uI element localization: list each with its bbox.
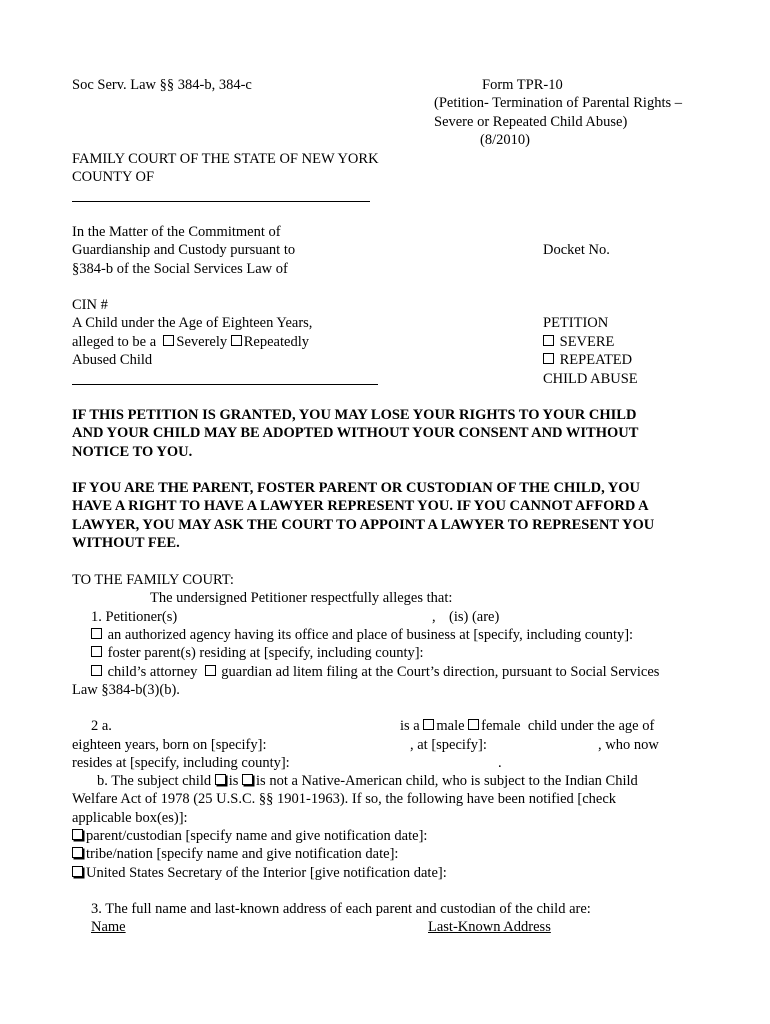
warning-1-line-1: IF THIS PETITION IS GRANTED, YOU MAY LOSE YOUR RIGHTS TO YOUR CHILD <box>72 407 637 423</box>
petition-title: PETITION <box>543 315 609 331</box>
notified-tribe-option <box>72 845 398 863</box>
foster-parent-label: foster parent(s) residing at [specify, including county]: <box>107 645 424 661</box>
notified-secretary-option <box>72 864 447 882</box>
county-field-line[interactable] <box>72 201 370 202</box>
is-not-label: is not a Native-American child, who is subject to the Indian Child <box>256 773 638 789</box>
petitioner-label: 1. Petitioner(s) <box>91 609 178 625</box>
notified-parent-option <box>72 827 427 845</box>
child-abuse-label: CHILD ABUSE <box>543 371 638 387</box>
cin-label: CIN # <box>72 297 108 313</box>
petitioner-option-attorney <box>91 663 659 681</box>
repeatedly-checkbox[interactable] <box>231 335 242 346</box>
severe-checkbox[interactable] <box>543 335 554 346</box>
tribe-nation-label: tribe/nation [specify name and give notification date]: <box>86 846 399 862</box>
form-date: (8/2010) <box>480 132 530 148</box>
is-checkbox[interactable] <box>215 774 226 785</box>
is-a-label: is a <box>400 718 420 734</box>
law-citation-line: Law §384-b(3)(b). <box>72 682 180 698</box>
severe-label: SEVERE <box>559 334 615 350</box>
applicable-boxes-line: applicable box(es)]: <box>72 810 188 826</box>
address-column-header: Last-Known Address <box>428 919 551 935</box>
childs-attorney-label: child’s attorney <box>107 664 198 680</box>
agency-checkbox[interactable] <box>91 628 102 639</box>
alleged-line <box>72 333 309 351</box>
female-checkbox[interactable] <box>468 719 479 730</box>
petitioner-option-foster <box>91 644 424 662</box>
repeated-label: REPEATED <box>559 352 633 368</box>
parent-custodian-label: parent/custodian [specify name and give notification date]: <box>86 828 428 844</box>
abused-child-label: Abused Child <box>72 352 153 368</box>
foster-parent-checkbox[interactable] <box>91 646 102 657</box>
matter-line-3: §384-b of the Social Services Law of <box>72 261 288 277</box>
matter-line-1: In the Matter of the Commitment of <box>72 224 281 240</box>
warning-2-line-3: LAWYER, YOU MAY ASK THE COURT TO APPOINT A LAWYER TO REPRESENT YOU <box>72 517 655 533</box>
is-not-checkbox[interactable] <box>242 774 253 785</box>
female-label: female <box>481 718 521 734</box>
resides-at-label: resides at [specify, including county]: <box>72 755 290 771</box>
male-label: male <box>436 718 465 734</box>
parent-custodian-checkbox[interactable] <box>72 829 83 840</box>
severely-label: Severely <box>176 334 228 350</box>
alleged-label: alleged to be a <box>72 334 157 350</box>
repeated-option <box>543 351 632 369</box>
caption-bottom-line <box>72 384 378 385</box>
severe-option <box>543 333 614 351</box>
form-id: Form TPR-10 <box>482 77 563 93</box>
warning-1-line-2: AND YOUR CHILD MAY BE ADOPTED WITHOUT YOUR CONSENT AND WITHOUT <box>72 425 639 441</box>
resides-period: . <box>498 755 502 771</box>
alleges-line: The undersigned Petitioner respectfully alleges that: <box>150 590 453 606</box>
repeated-checkbox[interactable] <box>543 353 554 364</box>
to-court-heading: TO THE FAMILY COURT: <box>72 572 234 588</box>
child-age-line: A Child under the Age of Eighteen Years, <box>72 315 313 331</box>
county-label: COUNTY OF <box>72 169 155 185</box>
repeatedly-label: Repeatedly <box>243 334 309 350</box>
docket-label: Docket No. <box>543 242 610 258</box>
tribe-nation-checkbox[interactable] <box>72 847 83 858</box>
warning-1-line-3: NOTICE TO YOU. <box>72 444 193 460</box>
under-age-label: child under the age of <box>527 718 655 734</box>
gender-line <box>400 717 654 735</box>
icwa-line: Welfare Act of 1978 (25 U.S.C. §§ 1901-1963). If so, the following have been notified [check <box>72 791 617 807</box>
form-description-line-1: (Petition- Termination of Parental Rights – <box>434 95 683 111</box>
severely-checkbox[interactable] <box>163 335 174 346</box>
subject-child-label: b. The subject child <box>97 773 212 789</box>
is-are-label: (is) (are) <box>449 609 500 625</box>
warning-2-line-4: WITHOUT FEE. <box>72 535 180 551</box>
childs-attorney-checkbox[interactable] <box>91 665 102 676</box>
para-2a-label: 2 a. <box>91 718 112 734</box>
guardian-ad-litem-checkbox[interactable] <box>205 665 216 676</box>
petitioner-comma: , <box>432 609 436 625</box>
born-on-label: eighteen years, born on [specify]: <box>72 737 267 753</box>
warning-2-line-1: IF YOU ARE THE PARENT, FOSTER PARENT OR CUSTODIAN OF THE CHILD, YOU <box>72 480 640 496</box>
born-at-label: , at [specify]: <box>410 737 487 753</box>
guardian-ad-litem-label: guardian ad litem filing at the Court’s direction, pursuant to Social Services <box>221 664 660 680</box>
male-checkbox[interactable] <box>423 719 434 730</box>
warning-2-line-2: HAVE A RIGHT TO HAVE A LAWYER REPRESENT YOU. IF YOU CANNOT AFFORD A <box>72 498 649 514</box>
name-column-header: Name <box>91 919 126 935</box>
petitioner-option-agency <box>91 626 633 644</box>
form-description-line-2: Severe or Repeated Child Abuse) <box>434 114 628 130</box>
statute-citation: Soc Serv. Law §§ 384-b, 384-c <box>72 77 252 93</box>
agency-label: an authorized agency having its office and place of business at [specify, including county]: <box>107 627 634 643</box>
matter-line-2: Guardianship and Custody pursuant to <box>72 242 296 258</box>
parents-heading: 3. The full name and last-known address of each parent and custodian of the child are: <box>91 901 591 917</box>
native-american-line <box>97 772 638 790</box>
court-name: FAMILY COURT OF THE STATE OF NEW YORK <box>72 151 379 167</box>
who-now-label: , who now <box>598 737 659 753</box>
secretary-interior-label: United States Secretary of the Interior [give notification date]: <box>86 865 447 881</box>
secretary-interior-checkbox[interactable] <box>72 866 83 877</box>
is-label: is <box>228 773 239 789</box>
